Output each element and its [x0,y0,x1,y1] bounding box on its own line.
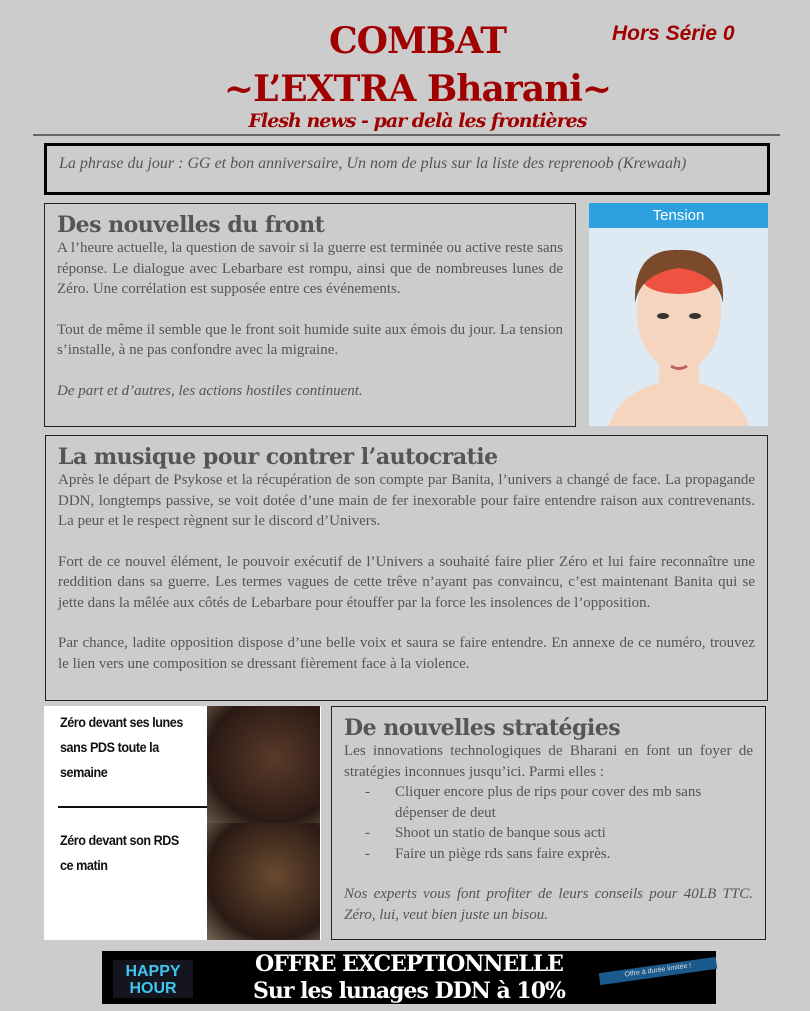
quote-text: La phrase du jour : GG et bon anniversaire, Un nom de plus sur la liste des reprenoob (Krewaah) [59,155,687,172]
masthead-title: COMBAT [328,20,507,62]
list-item: - Cliquer encore plus de rips pour cover des mb sans dépenser de deut [344,782,753,823]
limited-offer-tag: Offre à durée limitée ! [599,957,718,985]
paragraph: Nos experts vous font profiter de leurs conseils pour 40LB TTC. Zéro, lui, veut bien juste un bisou. [344,886,753,923]
promo-banner [102,951,716,1004]
issue-label: Hors Série 0 [612,22,735,45]
article-title: Des nouvelles du front [57,212,325,238]
meme-caption-bottom: Zéro devant son RDS ce matin [60,832,179,873]
header-divider [33,134,780,136]
paragraph: Par chance, ladite opposition dispose d’une belle voix et saura se faire entendre. En annexe de ce numéro, trouvez le lien vers une composition se dressant fièrement face à la violence. [58,635,755,672]
face-illustration [589,228,768,426]
tension-image [589,203,768,426]
meme-caption-top: Zéro devant ses lunes sans PDS toute la semaine [60,714,183,780]
paragraph: Après le départ de Psykose et la récupération de son compte par Banita, l’univers a changé de face. La propagande DDN, longtemps passive, se voit dotée d’une main de fer inexorable pour faire entendre raison aux contrevenants. La peur et le respect règnent sur le discord d’Univers. [58,472,755,529]
quote-box [44,143,770,195]
list-item: - Faire un piège rds sans faire exprès. [344,844,753,865]
strategy-list [344,782,753,864]
article-title: De nouvelles stratégies [344,715,621,741]
meme-image [44,706,321,940]
list-item: - Shoot un statio de banque sous acti [344,823,753,844]
meme-photo-top [207,706,320,823]
paragraph: Les innovations technologiques de Bharani en font un foyer de stratégies inconnues jusqu’ici. Parmi elles : [344,743,753,780]
happy-hour-logo: HAPPY HOUR [113,960,193,998]
music-article [45,435,768,701]
article-title: La musique pour contrer l’autocratie [58,444,498,470]
paragraph: A l’heure actuelle, la question de savoir si la guerre est terminée ou active reste sans réponse. Le dialogue avec Lebarbare est rompu, ainsi que de nombreuses lunes de Zéro. Une corrélation est supposée entre ces événements. [57,240,563,297]
front-article [44,203,576,427]
strategies-article [331,706,766,940]
banner-line2: Sur les lunages DDN à 10% [253,978,565,1004]
meme-photo-bottom [207,823,320,940]
paragraph: Fort de ce nouvel élément, le pouvoir exécutif de l’Univers a souhaité faire plier Zéro et lui faire reconnaître une reddition dans sa guerre. Les termes vagues de cette trêve n’ayant pas convaincu, c’est maintenant Banita qui se jette dans la mêlée aux côtés de Lebarbare pour étouffer par la force les insolences de l’opposition. [58,553,755,611]
paragraph: De part et d’autres, les actions hostiles continuent. [57,382,363,399]
masthead-subtitle: ~L’EXTRA Bharani~ [223,68,612,110]
tagline: Flesh news - par delà les frontières [248,110,587,132]
banner-line1: OFFRE EXCEPTIONNELLE [255,951,563,977]
meme-divider [58,806,208,808]
paragraph: Tout de même il semble que le front soit humide suite aux émois du jour. La tension s’installe, à ne pas confondre avec la migraine. [57,321,563,358]
tension-label: Tension [589,203,768,228]
